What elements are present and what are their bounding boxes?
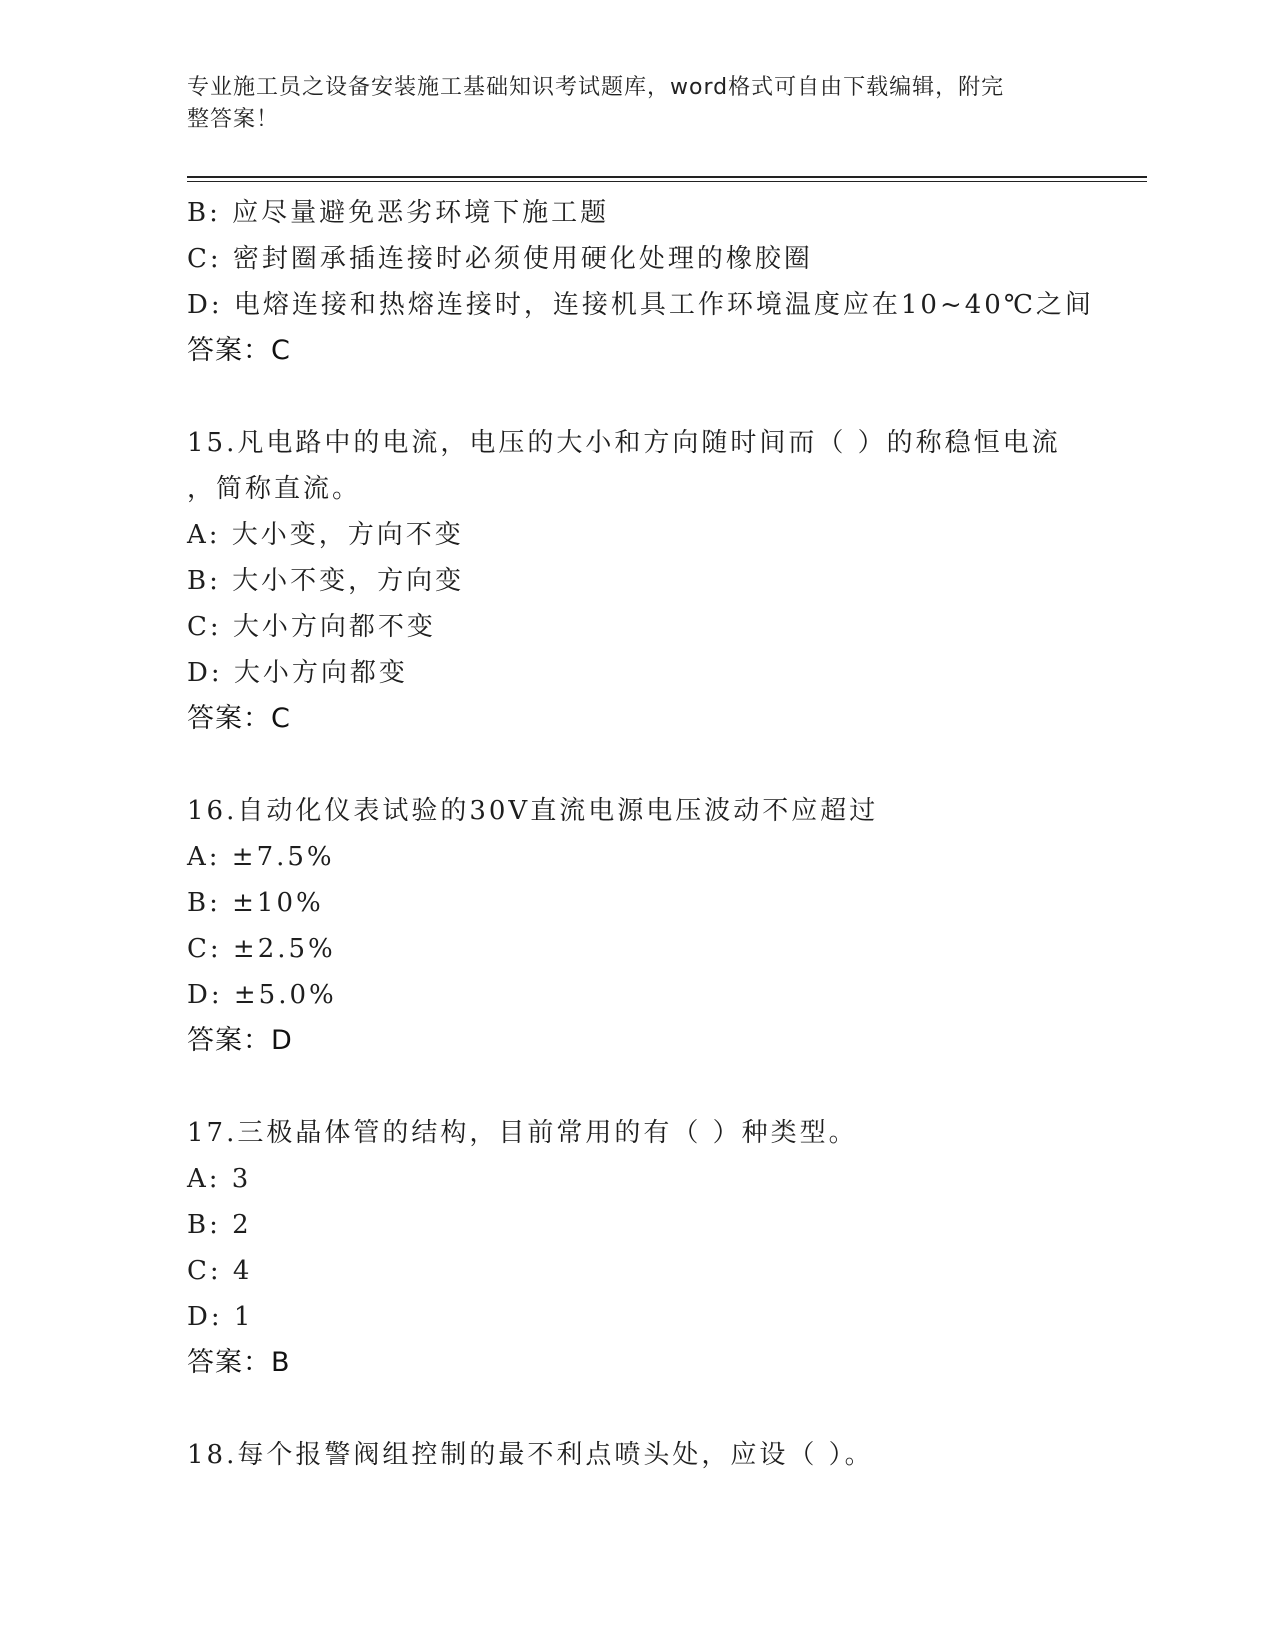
option-d: D: 大小方向都变 xyxy=(187,658,408,688)
option-d: D: 电熔连接和热熔连接时，连接机具工作环境温度应在10~40℃之间 xyxy=(187,290,1094,320)
header-rule-thin xyxy=(187,181,1147,182)
answer: 答案：D xyxy=(187,1025,293,1056)
question-16 xyxy=(187,788,1087,1064)
option-c: C: ±2.5% xyxy=(187,934,336,964)
spacer xyxy=(187,374,1087,420)
question-stem-line-1: 15.凡电路中的电流，电压的大小和方向随时间而（ ）的称稳恒电流 xyxy=(187,428,1061,458)
header-title-line-1: 专业施工员之设备安装施工基础知识考试题库，word格式可自由下载编辑，附完 xyxy=(187,75,1005,100)
option-d: D: ±5.0% xyxy=(187,980,337,1010)
header-title-line-2: 整答案！ xyxy=(187,107,280,132)
question-stem-line-1: 18.每个报警阀组控制的最不利点喷头处，应设（ ）。 xyxy=(187,1440,874,1470)
document-header xyxy=(187,72,1067,136)
option-c: C: 密封圈承插连接时必须使用硬化处理的橡胶圈 xyxy=(187,244,813,274)
spacer xyxy=(187,742,1087,788)
spacer xyxy=(187,1386,1087,1432)
question-15 xyxy=(187,420,1087,742)
option-b: B: 2 xyxy=(187,1210,252,1240)
option-b: B: 应尽量避免恶劣环境下施工题 xyxy=(187,198,610,228)
option-c: C: 大小方向都不变 xyxy=(187,612,436,642)
option-d: D: 1 xyxy=(187,1302,254,1332)
option-b: B: ±10% xyxy=(187,888,324,918)
question-14-continued xyxy=(187,190,1094,374)
header-rule-thick xyxy=(187,176,1147,178)
question-18 xyxy=(187,1432,1087,1478)
answer: 答案：C xyxy=(187,703,291,734)
answer: 答案：C xyxy=(187,335,291,366)
question-17 xyxy=(187,1110,1087,1386)
option-a: A: 大小变，方向不变 xyxy=(187,520,464,550)
spacer xyxy=(187,1064,1087,1110)
question-stem-line-2: ，简称直流。 xyxy=(187,474,362,504)
question-list xyxy=(187,190,1094,1478)
option-c: C: 4 xyxy=(187,1256,253,1286)
question-stem-line-1: 17.三极晶体管的结构，目前常用的有（ ）种类型。 xyxy=(187,1118,858,1148)
answer: 答案：B xyxy=(187,1347,291,1378)
option-b: B: 大小不变，方向变 xyxy=(187,566,465,596)
question-stem-line-1: 16.自动化仪表试验的30V直流电源电压波动不应超过 xyxy=(187,796,879,826)
option-a: A: 3 xyxy=(187,1164,252,1194)
option-a: A: ±7.5% xyxy=(187,842,335,872)
